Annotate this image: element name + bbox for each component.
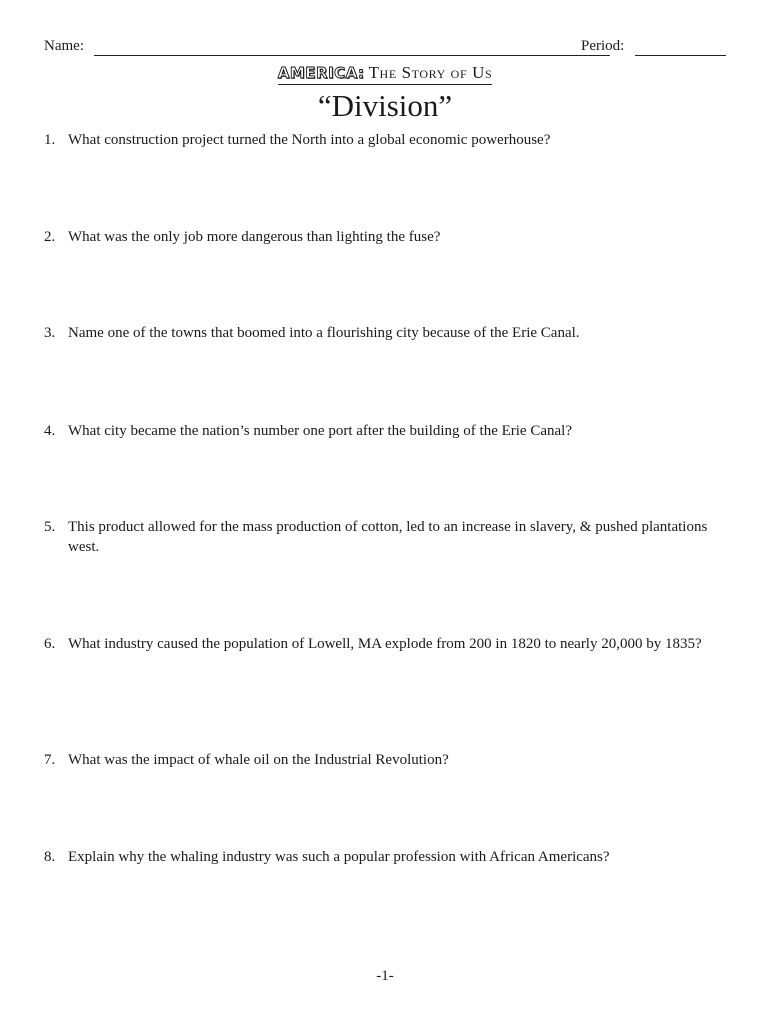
series-logo-text: AMERICA: <box>277 64 365 82</box>
question-text: What was the only job more dangerous than lighting the fuse? <box>68 229 441 245</box>
name-field-line[interactable] <box>94 55 610 56</box>
question-item <box>44 323 724 343</box>
series-subtitle <box>0 64 770 85</box>
question-text: Explain why the whaling industry was such a popular profession with African Americans? <box>68 849 610 865</box>
question-text: Name one of the towns that boomed into a flourishing city because of the Erie Canal. <box>68 325 580 341</box>
worksheet-title: “Division” <box>317 88 453 123</box>
series-subtitle-text: The Story of Us <box>368 63 493 82</box>
question-item <box>44 130 724 150</box>
question-item <box>44 517 724 557</box>
question-number: 7. <box>44 752 56 768</box>
question-text: What was the impact of whale oil on the Industrial Revolution? <box>68 752 449 768</box>
question-item <box>44 421 724 441</box>
question-number: 6. <box>44 636 56 652</box>
question-number: 4. <box>44 423 56 439</box>
question-item <box>44 847 724 867</box>
question-text: This product allowed for the mass production of cotton, led to an increase in slavery, & pushed plantations west. <box>68 519 708 555</box>
page-number: -1- <box>376 968 394 984</box>
period-field-line[interactable] <box>635 55 726 56</box>
question-number: 2. <box>44 229 56 245</box>
question-item <box>44 227 724 247</box>
series-subtitle-underlined <box>278 64 492 85</box>
question-text: What industry caused the population of Lowell, MA explode from 200 in 1820 to nearly 20,000 by 1835? <box>68 636 702 652</box>
name-label: Name: <box>44 38 84 54</box>
question-number: 8. <box>44 849 56 865</box>
question-item <box>44 750 724 770</box>
question-item <box>44 634 724 654</box>
question-number: 3. <box>44 325 56 341</box>
question-text: What construction project turned the North into a global economic powerhouse? <box>68 132 551 148</box>
student-info-header <box>44 38 726 60</box>
period-label: Period: <box>581 38 625 54</box>
question-number: 5. <box>44 519 56 535</box>
question-text: What city became the nation’s number one port after the building of the Erie Canal? <box>68 423 572 439</box>
question-number: 1. <box>44 132 56 148</box>
